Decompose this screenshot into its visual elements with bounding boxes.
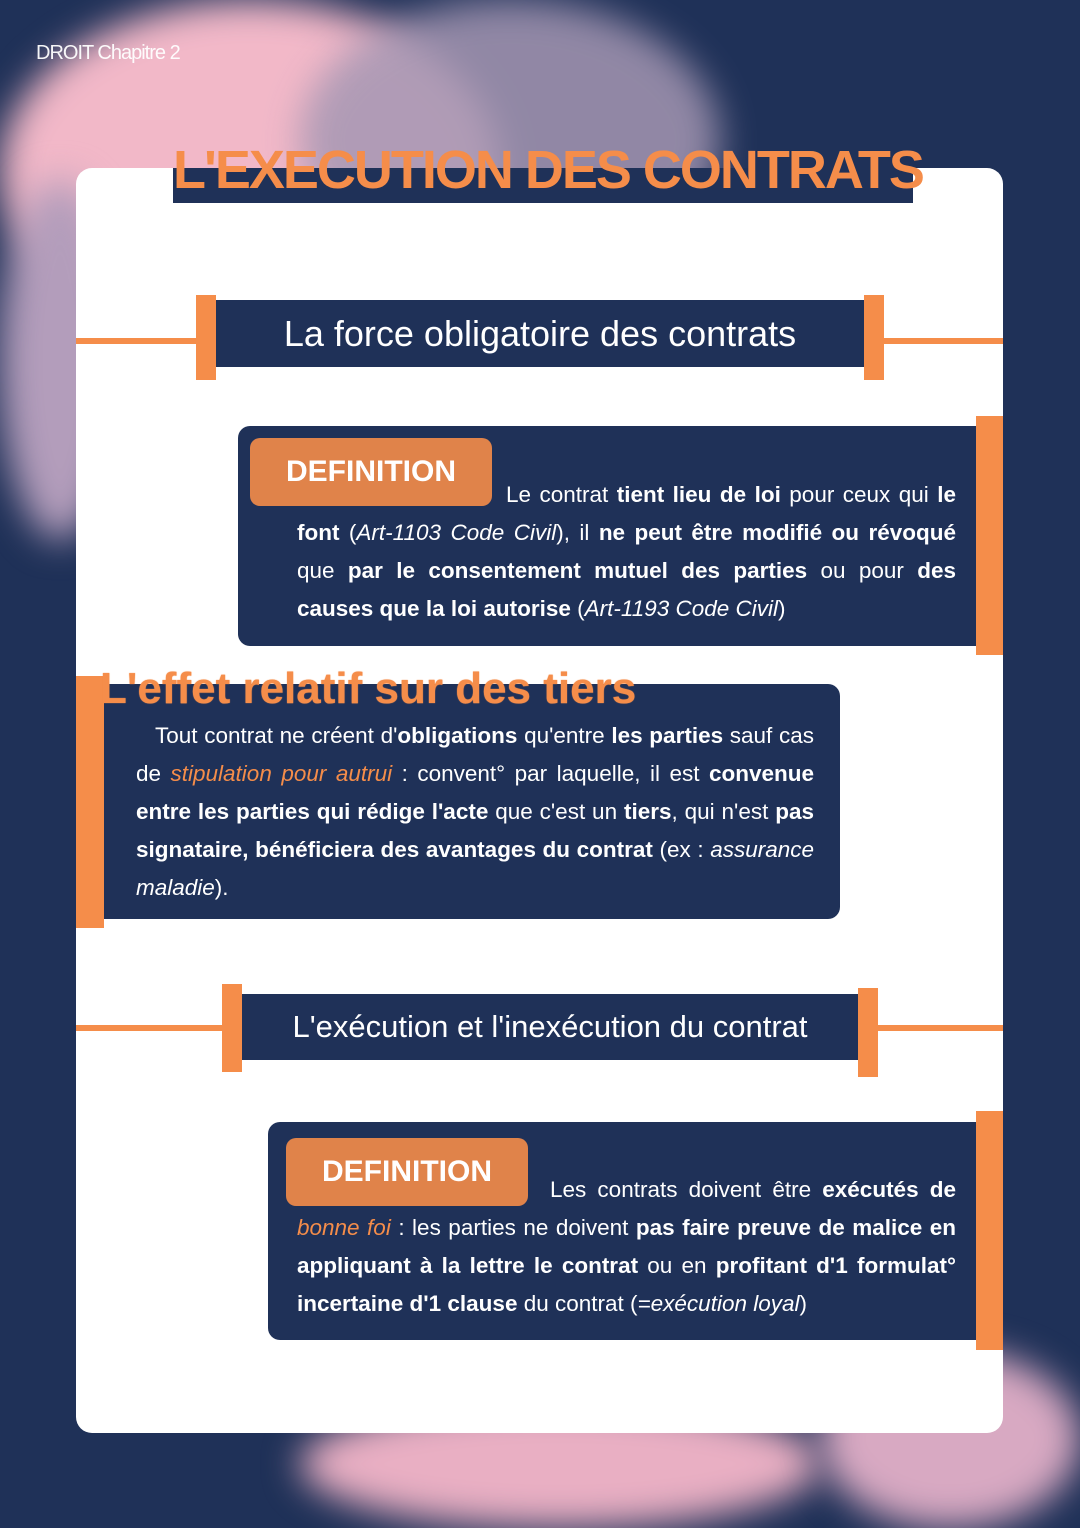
- bold-text: profitant d'1 formulat° incertaine d'1 clause: [297, 1253, 956, 1316]
- page-title: [173, 138, 923, 202]
- text-segment: pour ceux qui: [780, 482, 938, 507]
- definition1-text: [297, 476, 956, 628]
- effet-heading: L'effet relatif sur des tiers: [100, 664, 637, 713]
- text-segment: Tout contrat ne créent d': [155, 723, 398, 748]
- section1-bar-left: [196, 295, 216, 380]
- bold-text: tiers: [623, 799, 672, 824]
- text-segment: que: [297, 558, 348, 583]
- text-segment: , qui n'est: [671, 799, 776, 824]
- text-segment: : les parties ne doivent: [390, 1215, 636, 1240]
- italic-text: assurance maladie: [136, 837, 815, 900]
- section1-heading: [216, 300, 864, 367]
- bold-text: obligations: [397, 723, 518, 748]
- bold-text: les parties: [611, 723, 724, 748]
- italic-text: Art-1103 Code Civil: [356, 520, 557, 545]
- text-segment: sauf cas de: [136, 723, 815, 786]
- text-segment: : convent° par laquelle, il est: [392, 761, 709, 786]
- text-segment: Les contrats doivent être: [550, 1177, 823, 1202]
- bold-text: par le consentement mutuel des parties: [347, 558, 808, 583]
- bold-text: le font: [297, 482, 956, 545]
- text-segment: (: [339, 520, 357, 545]
- section2-bar-left: [222, 984, 242, 1072]
- definition1-bar: [976, 416, 1003, 655]
- text-segment: (: [570, 596, 585, 621]
- text-segment: du contrat (: [517, 1291, 638, 1316]
- definition1-badge-text: DEFINITION: [286, 455, 456, 488]
- bold-text: des causes que la loi autorise: [297, 558, 956, 621]
- text-segment: que c'est un: [488, 799, 624, 824]
- bold-text: exécutés de: [822, 1177, 956, 1202]
- section2-heading-text: L'exécution et l'inexécution du contrat: [292, 1009, 808, 1044]
- definition2-text: [297, 1171, 956, 1323]
- section1-bar-right: [864, 295, 884, 380]
- italic-text: =exécution loyal: [637, 1291, 800, 1316]
- bold-text: convenue entre les parties qui rédige l'acte: [136, 761, 814, 824]
- text-segment: ou en: [638, 1253, 716, 1278]
- definition2-badge-text: DEFINITION: [322, 1155, 492, 1188]
- page-title-text: L'EXECUTION DES CONTRATS: [173, 140, 923, 200]
- highlight-term: stipulation pour autrui: [170, 761, 393, 786]
- bold-text: ne peut être modifié ou révoqué: [598, 520, 957, 545]
- italic-text: Art-1193 Code Civil: [584, 596, 779, 621]
- text-segment: ou pour: [807, 558, 918, 583]
- effet-text: [136, 717, 814, 907]
- section1-heading-text: La force obligatoire des contrats: [283, 312, 797, 354]
- text-segment: (ex :: [652, 837, 711, 862]
- text-segment: ): [778, 596, 786, 621]
- bold-text: pas signataire, bénéficiera des avantages du contrat: [136, 799, 814, 862]
- section2-heading: [242, 994, 858, 1060]
- text-segment: ), il: [556, 520, 599, 545]
- highlight-term: bonne foi: [297, 1215, 391, 1240]
- text-segment: ): [799, 1291, 807, 1316]
- definition2-bar: [976, 1111, 1003, 1350]
- bold-text: pas faire preuve de malice en appliquant à la lettre le contrat: [297, 1215, 956, 1278]
- text-segment: ).: [214, 875, 229, 900]
- text-segment: qu'entre: [517, 723, 612, 748]
- chapter-label: DROIT Chapitre 2: [36, 42, 180, 64]
- section2-bar-right: [858, 988, 878, 1077]
- bold-text: tient lieu de loi: [616, 482, 781, 507]
- text-segment: Le contrat: [506, 482, 617, 507]
